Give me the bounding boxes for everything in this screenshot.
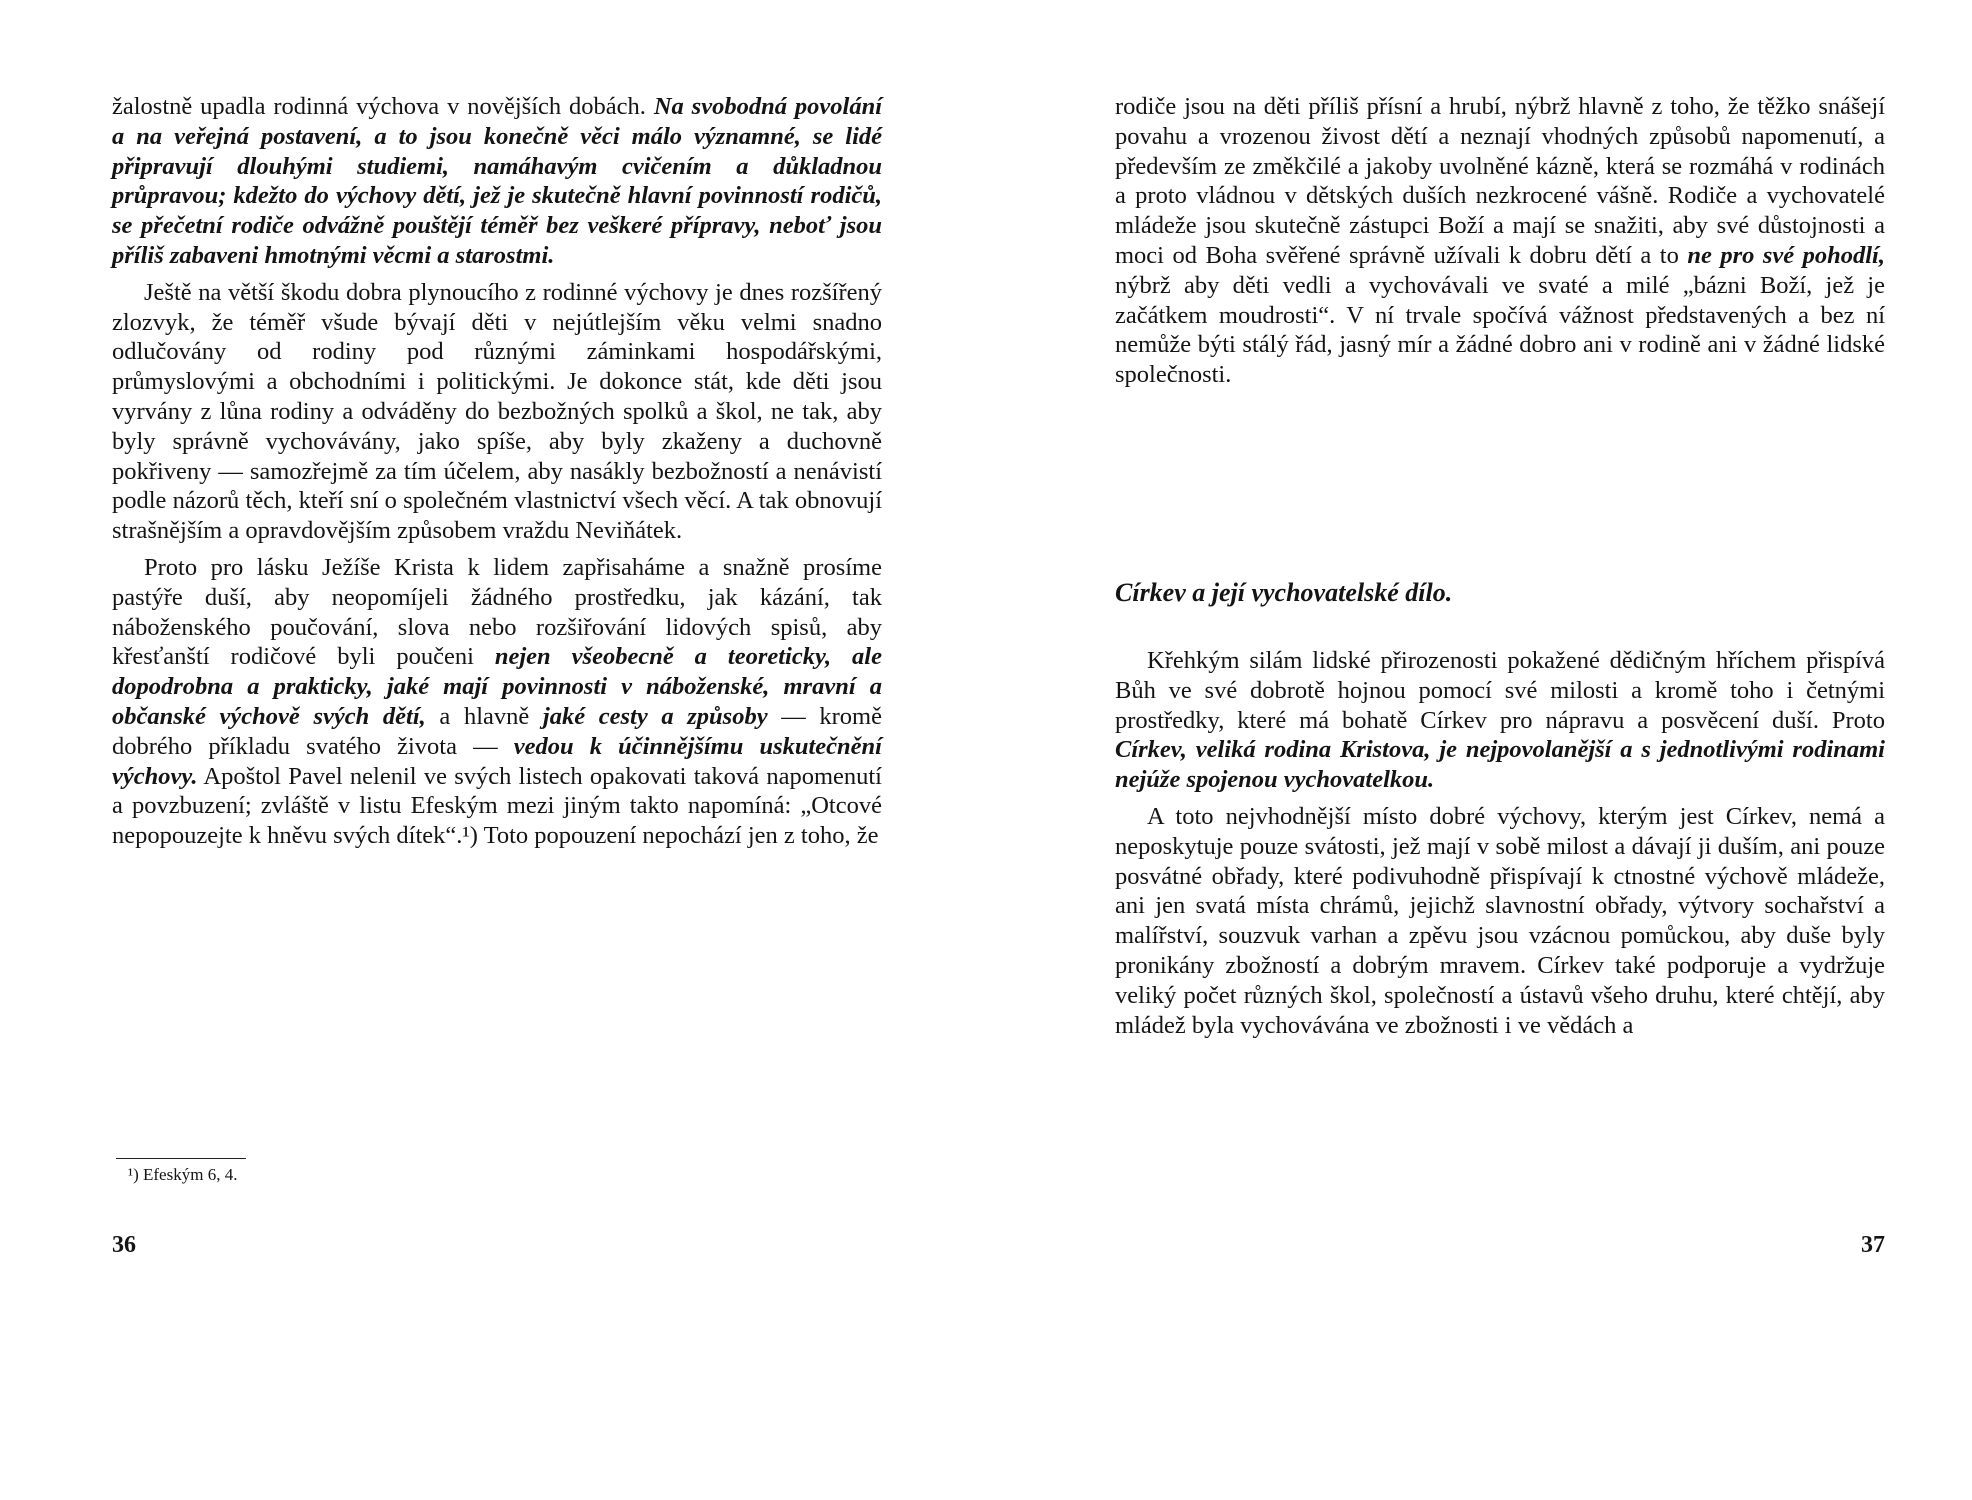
page-number-right: 37 <box>1861 1232 1885 1258</box>
emphasis-run: vedou k účinnějšímu uskutečnění výchovy. <box>112 732 882 790</box>
emphasis-run: Na svobodná povolání a na veřejná postavení, a to jsou konečně věci málo významné, se lidé připravují dlouhými studiemi, namáhavým cvičením a důkladnou průpravou; kdežto do výchovy dětí, jež je skutečně hlavní povinností rodičů, se přečetní rodiče odvážně pouštějí téměř bez veškeré přípravy, neboť jsou příliš zabaveni hmotnými věcmi a starostmi. <box>112 93 882 269</box>
paragraph <box>112 278 882 546</box>
text-run: nýbrž aby děti vedli a vychovávali ve svaté a milé „bázni Boží, jež je začátkem moudrosti“. V ní trvale spočívá vážnost představených a bez ní nemůže býti stálý řád, jasný mír a žádné dobro ani v rodině ani v žádné lidské společnosti. <box>1115 271 1885 389</box>
text-run: Křehkým silám lidské přirozenosti pokažené dědičným hříchem přispívá Bůh ve své dobrotě hojnou pomocí své milosti a kromě toho i četnými prostředky, které má bohatě Církev pro nápravu a posvěcení duší. Proto <box>1115 647 1885 734</box>
paragraph <box>1115 92 1885 390</box>
emphasis-run: ne pro své pohodlí, <box>1687 241 1885 269</box>
paragraph <box>112 553 882 851</box>
paragraph <box>112 92 882 271</box>
text-run: žalostně upadla rodinná výchova v novějších dobách. <box>112 93 654 120</box>
emphasis-run: jaké cesty a způsoby <box>542 702 768 730</box>
text-run: Apoštol Pavel nelenil ve svých listech opakovati taková napomenutí a povzbuzení; zvláště v listu Efeským mezi jiným takto napomíná: „Otcové nepopouzejte k hněvu svých dítek“.¹) Toto popouzení nepochází jen z toho, že <box>112 762 882 850</box>
paragraph <box>1115 802 1885 1040</box>
text-run: — kromě dobrého příkladu svatého života — <box>112 702 882 760</box>
text-run: Proto pro lásku Ježíše Krista k lidem zapřisaháme a snažně prosíme pastýře duší, aby neopomíjeli žádného prostředku, jak kázání, tak náboženského poučování, slova nebo rozšiřování lidových spisů, aby křesťanští rodičové byli poučeni <box>112 553 882 671</box>
right-body-text-bottom <box>1115 646 1885 1047</box>
paragraph <box>1115 646 1885 795</box>
emphasis-run: Církev, veliká rodina Kristova, je nejpovolanější a s jednotlivými rodinami nejúže spojenou vychovatelkou. <box>1115 736 1885 794</box>
text-run: Ještě na větší škodu dobra plynoucího z rodinné výchovy je dnes rozšířený zlozvyk, že téměř všude bývají děti v nejútlejším věku velmi snadno odlučovány od rodiny pod různými záminkami hospodářskými, průmyslovými a obchodními i politickými. Je dokonce stát, kde děti jsou vyrvány z lůna rodiny a odváděny do bezbožných spolků a škol, ne tak, aby byly správně vychovávány, jako spíše, aby byly zkaženy a duchovně pokřiveny — samozřejmě za tím účelem, aby nasákly bezbožností a nenávistí podle názorů těch, kteří sní o společném vlastnictví všech věcí. A tak obnovují strašnějším a opravdovějším způsobem vraždu Neviňátek. <box>112 278 882 545</box>
text-run: rodiče jsou na děti příliš přísní a hrubí, nýbrž hlavně z toho, že těžko snášejí povahu a vrozenou živost dětí a neznají vhodných způsobů napomenutí, a především ze změkčilé a jakoby uvolněné kázně, která se rozmáhá v rodinách a proto vládnou v dětských duších nezkrocené vášně. Rodiče a vychovatelé mládeže jsou skutečně zástupci Boží a mají se snažiti, aby své důstojnosti a moci od Boha svěřené správně užívali k dobru dětí a to <box>1115 93 1885 269</box>
text-run: A toto nejvhodnější místo dobré výchovy, kterým jest Církev, nemá a neposkytuje pouze svátosti, jež mají v sobě milost a dávají ji duším, ani pouze posvátné obřady, které podivuhodně přispívají k ctnostné výchově mládeže, ani jen svatá místa chrámů, jejichž slavnostní obřady, výtvory sochařství a malířství, souzvuk varhan a zpěvu jsou vzácnou pomůckou, aby duše byly pronikány zbožností a dobrým mravem. Církev také podporuje a vydržuje veliký počet různých škol, společností a ústavů všeho druhu, které chtějí, aby mládež byla vychovávána ve zbožnosti i ve vědách a <box>1115 802 1885 1039</box>
page-number-left: 36 <box>112 1232 136 1258</box>
text-run: a hlavně <box>425 702 543 730</box>
footnote: ¹) Efeským 6, 4. <box>128 1165 238 1184</box>
emphasis-run: nejen všeobecně a teoreticky, ale dopodrobna a prakticky, jaké mají povinnosti v náboženské, mravní a občanské výchově svých dětí, <box>112 643 882 730</box>
footnote-rule <box>116 1158 246 1159</box>
section-heading: Církev a její vychovatelské dílo. <box>1115 578 1453 607</box>
left-body-text <box>112 92 882 858</box>
right-body-text-top <box>1115 92 1885 397</box>
